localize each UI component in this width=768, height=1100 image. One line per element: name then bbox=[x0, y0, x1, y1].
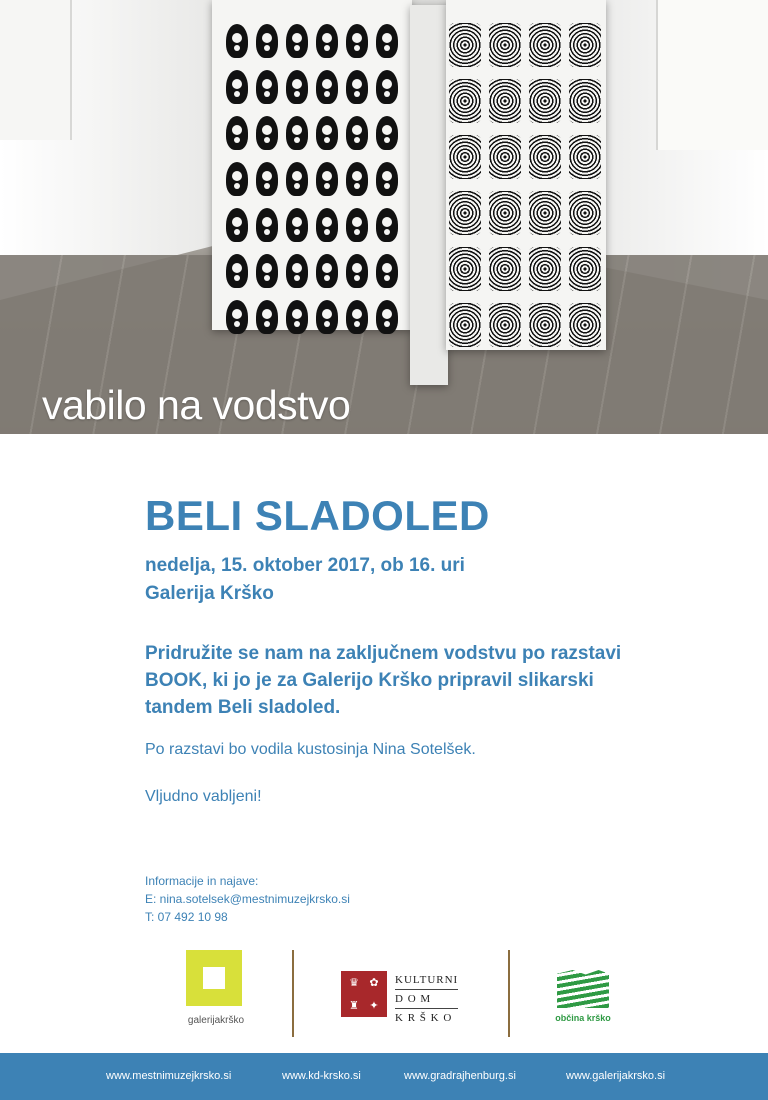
artwork-head-drawing bbox=[376, 254, 398, 288]
artwork-head-drawing bbox=[226, 300, 248, 334]
artwork-head-drawing bbox=[376, 24, 398, 58]
artwork-head-drawing bbox=[376, 300, 398, 334]
galerija-krsko-logo-icon bbox=[186, 950, 242, 1006]
window-left bbox=[0, 0, 72, 140]
artwork-head-drawing bbox=[226, 162, 248, 196]
artwork-head-drawing bbox=[286, 24, 308, 58]
artwork-swirl-drawing bbox=[449, 79, 481, 123]
artwork-swirl-drawing bbox=[569, 247, 601, 291]
artwork-swirl-drawing bbox=[449, 135, 481, 179]
artwork-swirl-drawing bbox=[449, 191, 481, 235]
artwork-swirl-drawing bbox=[529, 303, 561, 347]
obcina-krsko-logo-text: občina krško bbox=[555, 1013, 611, 1023]
artwork-head-drawing bbox=[226, 208, 248, 242]
artwork-head-drawing bbox=[376, 162, 398, 196]
artwork-head-drawing bbox=[256, 116, 278, 150]
contact-email[interactable]: E: nina.sotelsek@mestnimuzejkrsko.si bbox=[145, 892, 350, 906]
artwork-head-drawing bbox=[346, 254, 368, 288]
footer-link-galerijakrsko[interactable]: www.galerijakrsko.si bbox=[566, 1070, 666, 1082]
event-closing: Vljudno vabljeni! bbox=[145, 788, 262, 805]
logo-divider bbox=[292, 950, 294, 1037]
hero-photo bbox=[0, 0, 768, 434]
artwork-panel-spine bbox=[410, 5, 448, 385]
kd-line-1: KULTURNI bbox=[395, 974, 459, 986]
artwork-head-drawing bbox=[376, 208, 398, 242]
event-date: nedelja, 15. oktober 2017, ob 16. uri bbox=[145, 555, 465, 576]
artwork-head-drawing bbox=[256, 300, 278, 334]
artwork-swirl-drawing bbox=[449, 247, 481, 291]
artwork-swirl-drawing bbox=[529, 23, 561, 67]
artwork-head-drawing bbox=[256, 208, 278, 242]
footer-link-mestnimuzej[interactable]: www.mestnimuzejkrsko.si bbox=[106, 1070, 232, 1082]
partner-logos bbox=[0, 945, 768, 1040]
artwork-swirl-drawing bbox=[489, 135, 521, 179]
contact-info bbox=[145, 872, 350, 926]
artwork-swirl-drawing bbox=[529, 191, 561, 235]
artwork-head-drawing bbox=[316, 254, 338, 288]
artwork-swirl-drawing bbox=[449, 23, 481, 67]
artwork-swirl-drawing bbox=[529, 135, 561, 179]
artwork-head-drawing bbox=[286, 116, 308, 150]
artwork-head-drawing bbox=[286, 70, 308, 104]
artwork-head-drawing bbox=[226, 24, 248, 58]
event-lead: Pridružite se nam na zaključnem vodstvu po razstavi BOOK, ki jo je za Galerijo Krško pripravil slikarski tandem Beli sladoled. bbox=[145, 643, 622, 718]
artwork-head-drawing bbox=[286, 300, 308, 334]
footer-bar bbox=[0, 1053, 768, 1100]
artwork-swirl-drawing bbox=[569, 23, 601, 67]
artwork-head-drawing bbox=[256, 24, 278, 58]
artwork-panel-swirls bbox=[446, 0, 606, 350]
artwork-swirl-drawing bbox=[489, 303, 521, 347]
hero-title: vabilo na vodstvo bbox=[42, 382, 351, 428]
artwork-head-drawing bbox=[346, 24, 368, 58]
artwork-head-drawing bbox=[376, 70, 398, 104]
artwork-head-drawing bbox=[316, 116, 338, 150]
logo-divider bbox=[508, 950, 510, 1037]
artwork-head-drawing bbox=[256, 70, 278, 104]
artwork-swirl-drawing bbox=[489, 191, 521, 235]
artwork-head-drawing bbox=[346, 162, 368, 196]
artwork-swirl-drawing bbox=[489, 79, 521, 123]
artwork-panel-heads bbox=[212, 0, 412, 330]
contact-phone[interactable]: T: 07 492 10 98 bbox=[145, 910, 228, 924]
artwork-swirl-drawing bbox=[529, 79, 561, 123]
artwork-swirl-drawing bbox=[569, 79, 601, 123]
window-right bbox=[656, 0, 768, 150]
artwork-head-drawing bbox=[316, 24, 338, 58]
artwork-head-drawing bbox=[316, 300, 338, 334]
obcina-krsko-logo-icon bbox=[557, 970, 609, 1008]
artwork-head-drawing bbox=[346, 70, 368, 104]
artwork-swirl-drawing bbox=[489, 23, 521, 67]
artwork-head-drawing bbox=[346, 300, 368, 334]
artwork-swirl-drawing bbox=[489, 247, 521, 291]
artwork-swirl-drawing bbox=[449, 303, 481, 347]
artwork-head-drawing bbox=[376, 116, 398, 150]
contact-heading: Informacije in najave: bbox=[145, 874, 259, 888]
artwork-head-drawing bbox=[316, 162, 338, 196]
artwork-head-drawing bbox=[316, 208, 338, 242]
artwork-head-drawing bbox=[256, 162, 278, 196]
artwork-head-drawing bbox=[226, 116, 248, 150]
artwork-head-drawing bbox=[346, 116, 368, 150]
artwork-head-drawing bbox=[286, 208, 308, 242]
artwork-head-drawing bbox=[226, 254, 248, 288]
artwork-swirl-drawing bbox=[569, 135, 601, 179]
artwork-head-drawing bbox=[226, 70, 248, 104]
footer-link-kd-krsko[interactable]: www.kd-krsko.si bbox=[282, 1070, 361, 1082]
artwork-head-drawing bbox=[286, 254, 308, 288]
artwork-head-drawing bbox=[286, 162, 308, 196]
artwork-swirl-drawing bbox=[529, 247, 561, 291]
kd-line-2: D O M bbox=[395, 993, 432, 1005]
artwork-head-drawing bbox=[256, 254, 278, 288]
artwork-head-drawing bbox=[346, 208, 368, 242]
kulturni-dom-logo-icon: ♛ ✿ ♜ ✦ bbox=[341, 971, 387, 1017]
kulturni-dom-logo-text bbox=[395, 973, 458, 1025]
artwork-swirl-drawing bbox=[569, 191, 601, 235]
artwork-head-drawing bbox=[316, 70, 338, 104]
event-venue: Galerija Krško bbox=[145, 583, 274, 604]
kd-line-3: K R Š K O bbox=[395, 1012, 453, 1024]
artwork-swirl-drawing bbox=[569, 303, 601, 347]
event-note: Po razstavi bo vodila kustosinja Nina Sotelšek. bbox=[145, 741, 476, 758]
footer-link-gradrajhenburg[interactable]: www.gradrajhenburg.si bbox=[404, 1070, 516, 1082]
galerija-krsko-logo-text: galerijakrško bbox=[187, 1015, 245, 1026]
event-title: BELI SLADOLED bbox=[145, 492, 490, 539]
